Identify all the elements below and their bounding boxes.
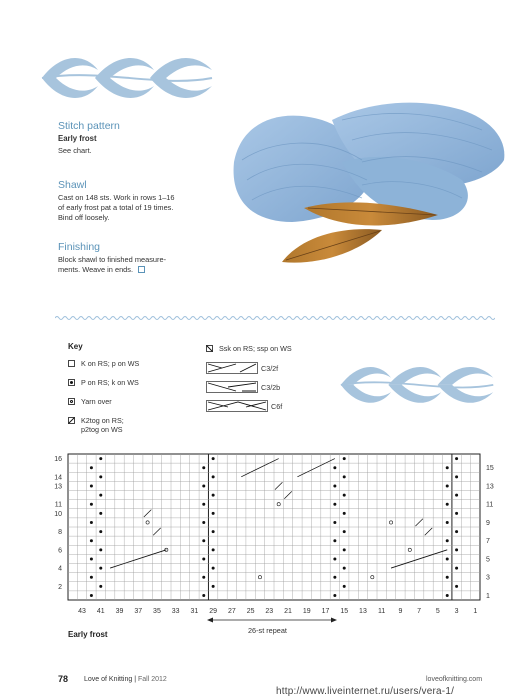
key-knit-label: K on RS; p on WS	[81, 359, 140, 368]
purl-dot	[202, 576, 205, 579]
magazine-info: Love of Knitting | Fall 2012	[84, 676, 167, 683]
row-label-left: 14	[54, 474, 62, 482]
key-c32b-label: C3/2b	[261, 383, 281, 392]
page-number: 78	[58, 674, 69, 684]
purl-dot	[90, 466, 93, 469]
key-title: Key	[68, 342, 83, 351]
purl-dot	[212, 585, 215, 588]
row-label-left: 11	[54, 501, 62, 509]
stitch-pattern-heading: Stitch pattern	[58, 120, 120, 132]
finishing-line: ments. Weave in ends.	[58, 264, 134, 274]
stitch-number-label: 15	[340, 608, 349, 615]
purl-dot	[455, 585, 458, 588]
purl-dot	[90, 484, 93, 487]
stitch-number-label: 37	[134, 608, 143, 615]
stitch-number-label: 13	[359, 608, 367, 615]
stitch-number-label: 21	[284, 608, 292, 615]
key-k2tog-label: K2tog on RS; p2tog on WS	[81, 416, 124, 434]
purl-dot	[455, 530, 458, 533]
ssk-symbol-icon	[206, 345, 213, 352]
finishing-instructions	[58, 255, 166, 275]
purl-dot	[455, 457, 458, 460]
watermark-url: http://www.liveinternet.ru/users/vera-1/	[276, 686, 455, 697]
purl-dot	[99, 548, 102, 551]
knit-symbol-icon	[68, 360, 75, 367]
yarn-skein-photo	[222, 90, 512, 285]
purl-dot	[333, 484, 336, 487]
yarn-over-ring	[408, 548, 411, 551]
purl-dot	[212, 475, 215, 478]
purl-dot	[446, 557, 449, 560]
stitch-number-label: 9	[398, 608, 403, 615]
row-label-left: 8	[58, 529, 62, 537]
end-square-icon	[138, 266, 145, 273]
purl-dot	[202, 557, 205, 560]
row-label-left: 10	[54, 510, 62, 518]
purl-dot	[343, 585, 346, 588]
finishing-heading: Finishing	[58, 241, 101, 253]
purl-dot	[99, 512, 102, 515]
stitch-number-label: 33	[171, 608, 180, 615]
purl-dot	[212, 494, 215, 497]
purl-dot	[446, 466, 449, 469]
purl-dot	[90, 521, 93, 524]
cable-c32f-symbol-icon	[206, 362, 258, 374]
shawl-heading: Shawl	[58, 179, 87, 191]
stitch-number-label: 35	[153, 608, 161, 615]
row-label-left: 13	[54, 483, 62, 491]
key-yo-label: Yarn over	[81, 397, 112, 406]
purl-dot	[90, 557, 93, 560]
row-label-left: 16	[54, 456, 62, 464]
stitch-number-label: 31	[190, 608, 199, 615]
purl-dot	[212, 530, 215, 533]
purl-dot	[202, 484, 205, 487]
row-label-right: 13	[486, 483, 494, 491]
row-label-left: 4	[58, 565, 62, 573]
yarn-over-ring	[389, 521, 392, 524]
row-label-left: 6	[58, 547, 62, 555]
stitch-number-label: 7	[417, 608, 422, 615]
purl-dot	[343, 512, 346, 515]
purl-dot	[99, 457, 102, 460]
row-label-right: 7	[486, 538, 490, 546]
row-label-right: 5	[486, 556, 490, 564]
stitch-number-label: 11	[378, 608, 386, 615]
k2tog-symbol-icon	[68, 417, 75, 424]
finishing-line: Block shawl to finished measure-	[58, 255, 167, 264]
purl-dot	[212, 512, 215, 515]
row-label-right: 3	[486, 574, 490, 582]
purl-dot	[202, 503, 205, 506]
row-label-right: 15	[486, 465, 494, 473]
yarn-over-symbol-icon	[68, 398, 75, 405]
purl-dot	[99, 475, 102, 478]
row-label-right: 9	[486, 519, 490, 527]
stitch-number-label: 3	[454, 608, 459, 615]
purl-dot	[446, 521, 449, 524]
purl-dot	[446, 503, 449, 506]
stitch-number-label: 43	[78, 608, 86, 615]
purl-dot	[343, 457, 346, 460]
shawl-line: Cast on 148 sts. Work in rows 1–16	[58, 193, 175, 202]
purl-dot	[333, 521, 336, 524]
key-c6f-label: C6f	[271, 402, 283, 411]
purl-dot	[343, 494, 346, 497]
row-label-right: 1	[486, 592, 490, 600]
site-link[interactable]: loveofknitting.com	[426, 676, 483, 683]
repeat-arrow	[207, 616, 337, 624]
yarn-over-ring	[258, 576, 261, 579]
repeat-label: 26-st repeat	[248, 626, 287, 635]
row-label-left: 2	[58, 583, 62, 591]
purl-dot	[202, 521, 205, 524]
decorative-leaf-border-top	[40, 48, 215, 106]
purl-dot	[202, 466, 205, 469]
purl-dot	[333, 466, 336, 469]
purl-dot	[343, 475, 346, 478]
purl-dot	[446, 539, 449, 542]
row-label-right: 11	[486, 501, 494, 509]
decorative-leaf-border-right	[330, 358, 505, 410]
stitch-number-label: 1	[473, 608, 478, 615]
key-c32f-label: C3/2f	[261, 364, 279, 373]
stitch-pattern-text: See chart.	[58, 146, 92, 155]
purl-dot	[446, 484, 449, 487]
purl-dot	[455, 567, 458, 570]
yarn-over-ring	[146, 521, 149, 524]
chart-grid	[68, 454, 480, 600]
key-purl-label: P on RS; k on WS	[81, 378, 139, 387]
purl-dot	[99, 530, 102, 533]
cable-c6f-symbol-icon	[206, 400, 268, 412]
purl-dot	[212, 457, 215, 460]
purl-dot	[446, 576, 449, 579]
purl-dot	[202, 539, 205, 542]
purl-dot	[446, 594, 449, 597]
stitch-number-label: 27	[227, 608, 236, 615]
purl-dot	[99, 494, 102, 497]
purl-dot	[455, 475, 458, 478]
purl-dot	[212, 548, 215, 551]
purl-dot	[202, 594, 205, 597]
purl-dot	[333, 594, 336, 597]
chart-caption: Early frost	[68, 630, 108, 639]
purl-dot	[343, 548, 346, 551]
stitch-number-label: 25	[246, 608, 255, 615]
cable-c32b-symbol-icon	[206, 381, 258, 393]
stitch-number-label: 41	[96, 608, 105, 615]
shawl-line: Bind off loosely.	[58, 212, 110, 222]
purl-dot	[90, 576, 93, 579]
stitch-pattern-name: Early frost	[58, 134, 97, 143]
purl-dot	[90, 503, 93, 506]
purl-dot	[212, 567, 215, 570]
yarn-over-ring	[371, 576, 374, 579]
purl-dot	[455, 494, 458, 497]
purl-dot	[343, 530, 346, 533]
stitch-number-label: 29	[209, 608, 218, 615]
purl-dot	[455, 548, 458, 551]
stitch-number-label: 5	[435, 608, 440, 615]
stitch-number-label: 19	[302, 608, 311, 615]
purl-dot	[333, 557, 336, 560]
purl-dot	[90, 594, 93, 597]
stitch-number-label: 17	[321, 608, 330, 615]
key-ssk-label: Ssk on RS; ssp on WS	[219, 344, 292, 353]
shawl-line: of early frost pat a total of 19 times.	[58, 202, 174, 212]
yarn-over-ring	[277, 503, 280, 506]
purl-dot	[333, 539, 336, 542]
purl-dot	[343, 567, 346, 570]
purl-dot	[99, 585, 102, 588]
purl-dot	[455, 512, 458, 515]
shawl-instructions	[58, 193, 175, 222]
stitch-number-label: 23	[265, 608, 274, 615]
early-frost-chart	[0, 440, 525, 640]
stitch-number-label: 39	[115, 608, 124, 615]
wavy-divider	[55, 314, 495, 322]
purl-dot	[90, 539, 93, 542]
purl-dot	[99, 567, 102, 570]
purl-dot	[333, 576, 336, 579]
purl-symbol-icon	[68, 379, 75, 386]
purl-dot	[333, 503, 336, 506]
